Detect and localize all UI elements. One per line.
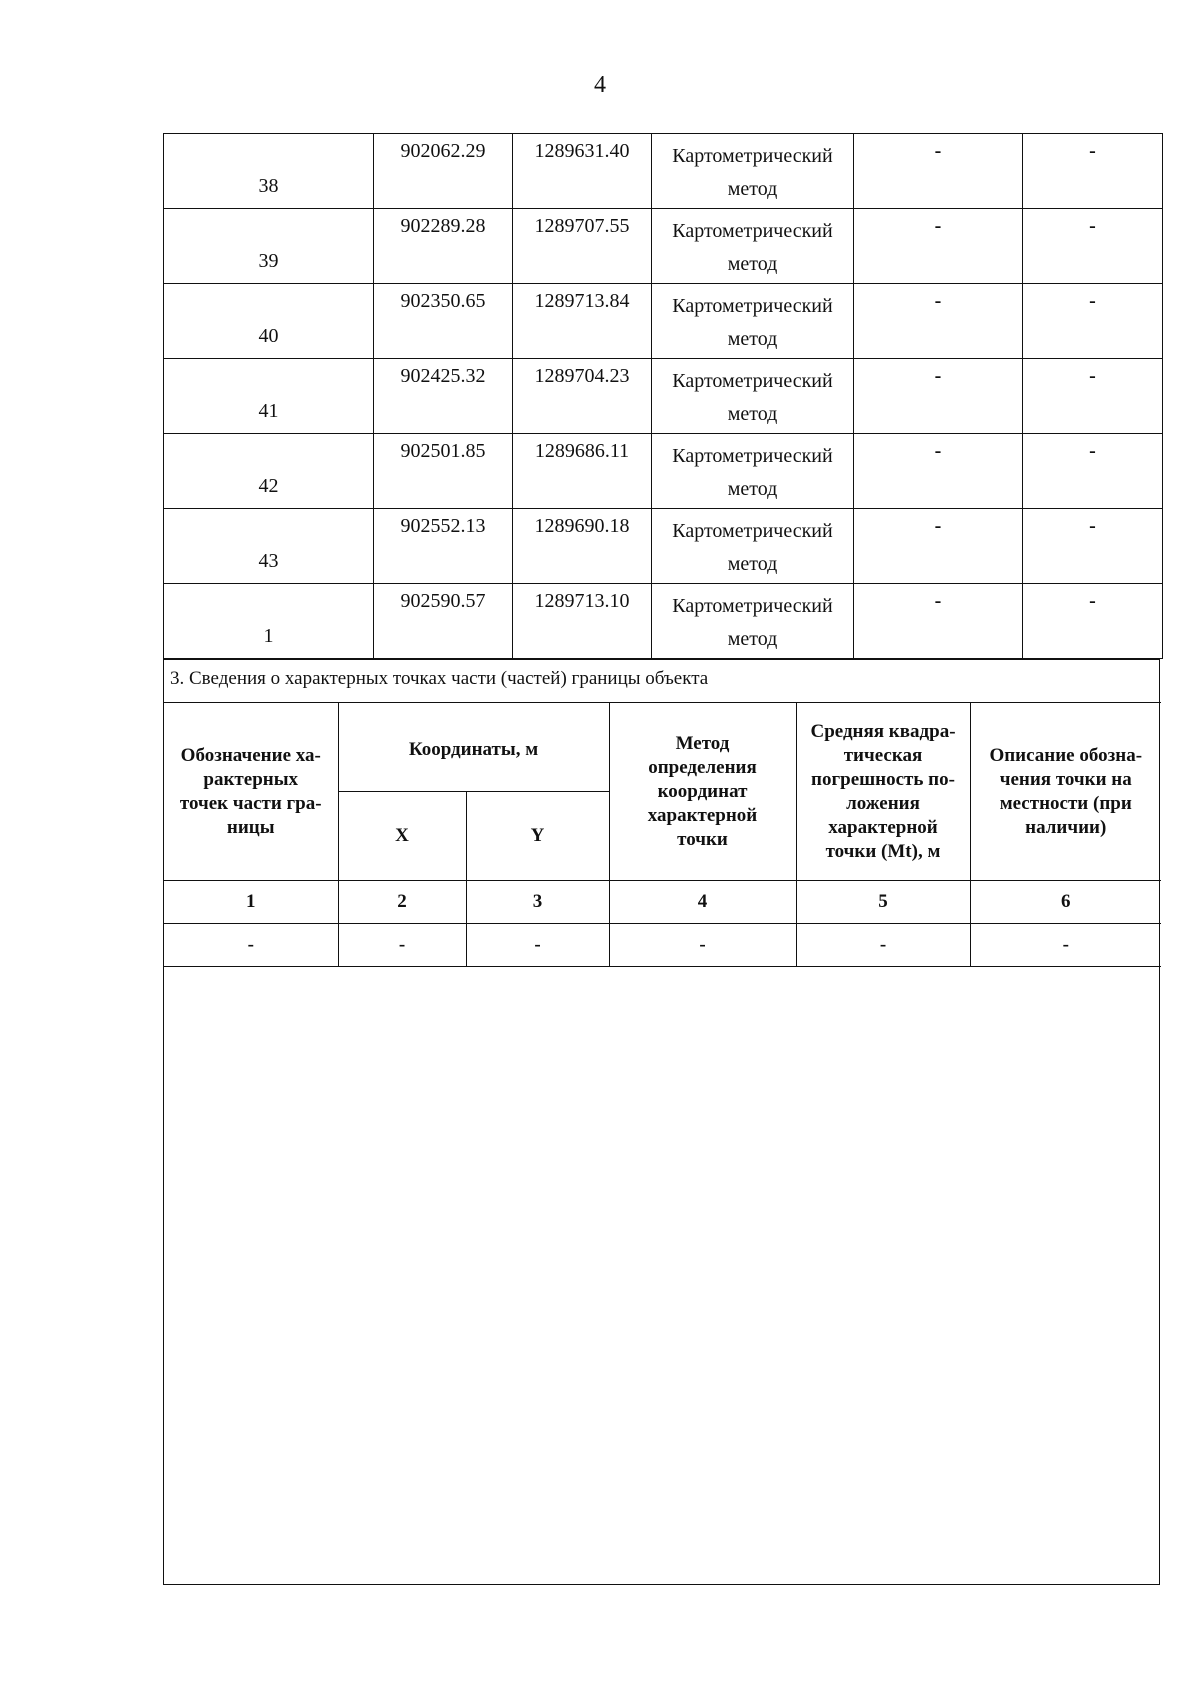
point-name: 41 <box>164 359 374 434</box>
header-description <box>970 703 1161 881</box>
header-coordinates: Координаты, м <box>338 703 609 792</box>
x-coordinate: 902062.29 <box>374 134 513 209</box>
header-y: Y <box>466 792 609 881</box>
empty-cell: - <box>466 924 609 967</box>
y-coordinate: 1289704.23 <box>513 359 652 434</box>
y-coordinate: 1289713.10 <box>513 584 652 659</box>
method <box>652 434 854 509</box>
page-number: 4 <box>594 72 606 98</box>
header-method-line: Метод <box>675 732 730 754</box>
y-coordinate: 1289713.84 <box>513 284 652 359</box>
header-mt-line: точки (Mt), м <box>825 840 941 862</box>
empty-cell: - <box>796 924 970 967</box>
method <box>652 284 854 359</box>
method <box>652 209 854 284</box>
method <box>652 509 854 584</box>
y-coordinate: 1289707.55 <box>513 209 652 284</box>
column-number: 1 <box>164 881 338 924</box>
y-coordinate: 1289631.40 <box>513 134 652 209</box>
column-number: 2 <box>338 881 466 924</box>
point-row <box>164 584 1163 659</box>
x-coordinate: 902501.85 <box>374 434 513 509</box>
method-line: Картометрический <box>672 520 833 542</box>
mt-value: - <box>854 284 1023 359</box>
section-3-title: 3. Сведения о характерных точках части (частей) границы объекта <box>170 668 709 689</box>
mt-value: - <box>854 584 1023 659</box>
method-line: метод <box>727 628 778 650</box>
x-coordinate: 902350.65 <box>374 284 513 359</box>
point-name: 39 <box>164 209 374 284</box>
description-value: - <box>1023 134 1163 209</box>
header-mt <box>796 703 970 881</box>
header-mt-line: тическая <box>843 744 923 766</box>
point-row <box>164 434 1163 509</box>
method-line: Картометрический <box>672 445 833 467</box>
method-line: Картометрический <box>672 220 833 242</box>
header-method-line: характерной <box>647 804 758 826</box>
y-coordinate: 1289690.18 <box>513 509 652 584</box>
empty-cell: - <box>164 924 338 967</box>
method <box>652 359 854 434</box>
description-value: - <box>1023 434 1163 509</box>
point-row <box>164 284 1163 359</box>
method-line: Картометрический <box>672 370 833 392</box>
header-designation <box>164 703 338 881</box>
empty-cell: - <box>970 924 1161 967</box>
header-mt-line: ложения <box>846 792 920 814</box>
point-name: 40 <box>164 284 374 359</box>
method-line: метод <box>727 178 778 200</box>
point-row <box>164 509 1163 584</box>
mt-value: - <box>854 359 1023 434</box>
mt-value: - <box>854 509 1023 584</box>
x-coordinate: 902289.28 <box>374 209 513 284</box>
method <box>652 134 854 209</box>
header-mt-line: погрешность по- <box>811 768 955 790</box>
empty-cell: - <box>338 924 466 967</box>
x-coordinate: 902425.32 <box>374 359 513 434</box>
y-coordinate: 1289686.11 <box>513 434 652 509</box>
section-3 <box>163 659 1160 1585</box>
point-name: 42 <box>164 434 374 509</box>
column-number: 6 <box>970 881 1161 924</box>
method-line: Картометрический <box>672 595 833 617</box>
x-coordinate: 902552.13 <box>374 509 513 584</box>
header-mt-line: Средняя квадра- <box>810 720 956 742</box>
column-number: 3 <box>466 881 609 924</box>
point-name: 1 <box>164 584 374 659</box>
points-table <box>163 133 1163 659</box>
header-description-line: чения точки на <box>999 768 1132 790</box>
description-value: - <box>1023 509 1163 584</box>
header-designation-line: точек части гра- <box>179 792 322 814</box>
header-designation-line: рактерных <box>203 768 299 790</box>
point-name: 38 <box>164 134 374 209</box>
description-value: - <box>1023 359 1163 434</box>
method-line: метод <box>727 403 778 425</box>
method-line: метод <box>727 478 778 500</box>
method-line: Картометрический <box>672 145 833 167</box>
empty-cell: - <box>609 924 796 967</box>
header-method <box>609 703 796 881</box>
method-line: метод <box>727 328 778 350</box>
point-row <box>164 209 1163 284</box>
header-mt-line: характерной <box>828 816 938 838</box>
description-value: - <box>1023 584 1163 659</box>
column-number: 4 <box>609 881 796 924</box>
point-name: 43 <box>164 509 374 584</box>
header-description-line: Описание обозна- <box>989 744 1143 766</box>
x-coordinate: 902590.57 <box>374 584 513 659</box>
method <box>652 584 854 659</box>
column-number: 5 <box>796 881 970 924</box>
section-3-table <box>164 702 1161 967</box>
header-x: X <box>338 792 466 881</box>
header-designation-line: ницы <box>226 816 275 838</box>
header-method-line: точки <box>677 828 728 850</box>
mt-value: - <box>854 209 1023 284</box>
method-line: метод <box>727 253 778 275</box>
mt-value: - <box>854 134 1023 209</box>
header-description-line: наличии) <box>1025 816 1107 838</box>
header-method-line: координат <box>657 780 748 802</box>
point-row <box>164 134 1163 209</box>
description-value: - <box>1023 209 1163 284</box>
mt-value: - <box>854 434 1023 509</box>
point-row <box>164 359 1163 434</box>
method-line: Картометрический <box>672 295 833 317</box>
header-method-line: определения <box>648 756 757 778</box>
header-description-line: местности (при <box>999 792 1132 814</box>
description-value: - <box>1023 284 1163 359</box>
method-line: метод <box>727 553 778 575</box>
header-designation-line: Обозначение ха- <box>180 744 321 766</box>
